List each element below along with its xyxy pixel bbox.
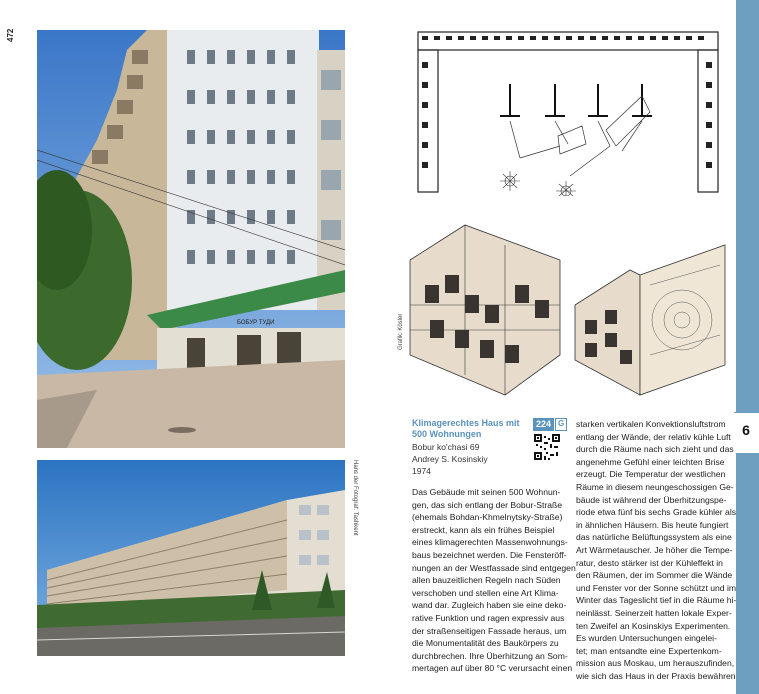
body-line: erzeugt. Die Temperatur der westlichen	[576, 469, 726, 480]
entry-year: 1974	[412, 466, 431, 476]
body-line: bäude ist während der Überhitzungspe-	[576, 494, 727, 505]
body-line: wand dar. Zugleich haben sie eine deko-	[412, 600, 567, 611]
body-line: starken vertikalen Konvektionsluftstrom	[576, 419, 726, 429]
body-line: mission aus Moskau, um herauszufinden,	[576, 658, 735, 669]
entry-badge[interactable]	[533, 418, 567, 431]
body-line: durchbrechen. Ihre Überhitzung an Som-	[412, 650, 568, 661]
body-line: die Monumentalität des Baukörpers zu	[412, 638, 559, 649]
entry-title-line1: Klimagerechtes Haus mit	[412, 418, 520, 428]
body-line: Räume in diesem neungeschossigen Ge-	[576, 481, 734, 492]
body-line: riode etwa fünf bis sechs Grade kühler als	[576, 507, 737, 518]
body-line: nungen an der Westfassade sind entgegen	[412, 562, 576, 573]
shop-sign: БОБУР ТУДИ	[237, 320, 275, 326]
body-line: eines klimagerechten Massenwohnungs-	[412, 537, 568, 548]
badge-number: 224	[533, 418, 554, 431]
body-line: angenehme Gefühl einer leichten Brise	[576, 456, 725, 467]
body-line: (ehemals Bohdan-Khmelnytsky-Straße)	[412, 512, 563, 523]
body-line: Art Wärmetauscher. Je höher die Tempe-	[576, 544, 733, 555]
photo-credit: Hans der Fotograf: Tashkent	[352, 460, 358, 536]
body-line: verschoben und stellen eine Art Klima-	[412, 587, 559, 598]
floor-plan-diagram	[410, 26, 726, 196]
body-line: erstreckt, kann als ein frühes Beispiel	[412, 524, 555, 535]
entry-address: Bobur ko'chasi 69	[412, 442, 480, 452]
body-line: und Fenster vor der Sonne schützt und im	[576, 582, 737, 593]
axonometric-facade-right	[570, 225, 730, 405]
entry-architect: Andrey S. Kosinskiy	[412, 454, 488, 464]
body-line: in ähnlichen Häusern. Bis heute fungiert	[576, 519, 729, 530]
body-line: Das Gebäude mit seinen 500 Wohnun-	[412, 487, 561, 497]
body-line: mertagen auf über 80 °C verursacht einen	[412, 663, 573, 674]
body-line: ten Zweifel an Kosinskiys Experimenten.	[576, 620, 731, 631]
badge-letter: G	[555, 418, 567, 431]
body-line: der straßenseitigen Fassade heraus, um	[412, 625, 567, 636]
body-column-2	[576, 418, 737, 682]
body-line: Es wurden Untersuchungen eingelei-	[576, 633, 717, 644]
body-line: Winter das Tageslicht tief in die Räume hi-	[576, 595, 737, 606]
chapter-sidebar	[736, 0, 759, 694]
qr-code[interactable]	[534, 434, 560, 460]
body-line: gen, das sich entlang der Bobur-Straße	[412, 499, 563, 510]
body-line: entlang der Wände, der relativ kühle Luft	[576, 431, 731, 442]
body-line: durch die Räume nach sich zieht und das	[576, 444, 734, 455]
body-line: ratur, desto stärker ist der Kühleffekt in	[576, 557, 723, 568]
body-line: das natürliche Belüftungssystem als eine	[576, 532, 732, 543]
axonometric-section-left	[405, 205, 565, 405]
building-photo-street	[37, 30, 345, 448]
body-column-1	[412, 486, 576, 675]
entry-title-line2: 500 Wohnungen	[412, 429, 482, 439]
body-line: wie sich das Haus in der Praxis bewähren	[576, 670, 736, 681]
body-line: neinlässt. Seinerzeit hatten lokale Exper-	[576, 607, 732, 618]
page-number-left: 472	[6, 28, 15, 42]
body-line: allen bauzeitlichen Regeln nach Süden	[412, 575, 561, 586]
body-line: baus bezeichnet werden. Die Fensteröff-	[412, 549, 567, 560]
chapter-tab-number: 6	[742, 422, 750, 438]
body-line: tet; man entsandte eine Expertenkom-	[576, 645, 722, 656]
body-line: den Räumen, der im Sommer die Wände	[576, 570, 733, 581]
body-line: rative Funktion und ragen expressiv aus	[412, 612, 565, 623]
diagram-credit: Grafik: Kösler	[398, 313, 404, 350]
building-photo-aerial	[37, 460, 345, 656]
